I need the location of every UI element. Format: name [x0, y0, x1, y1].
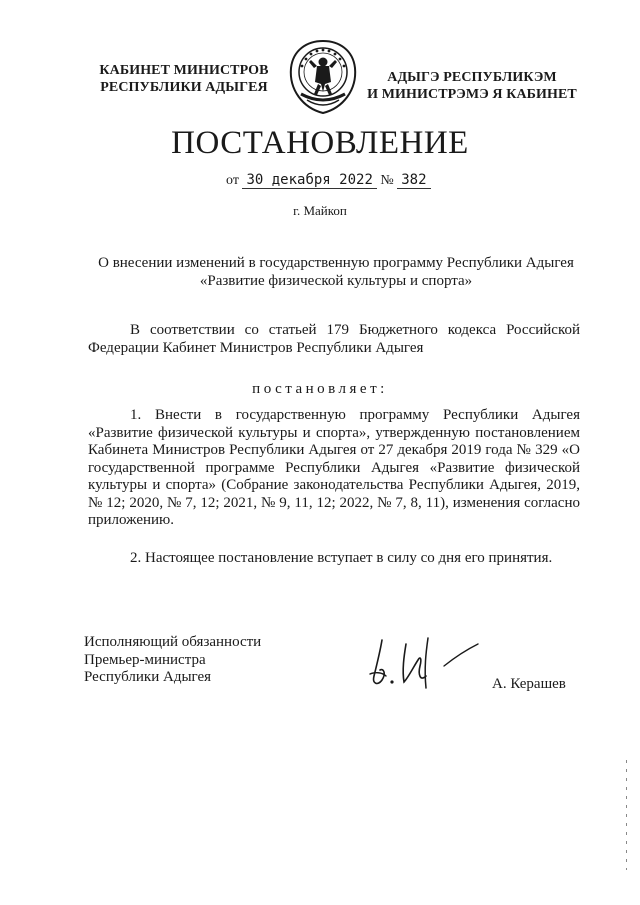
number-label: №: [380, 173, 394, 188]
issuer-line-2: РЕСПУБЛИКИ АДЫГЕЯ: [100, 80, 268, 95]
issuer-adyghe-line-1: АДЫГЭ РЕСПУБЛИКЭМ: [387, 70, 557, 85]
signatory-position: [84, 634, 261, 687]
issuer-name-adyghe: [367, 69, 577, 103]
city: г. Майкоп: [293, 203, 347, 218]
document-title: ПОСТАНОВЛЕНИЕ: [171, 125, 469, 161]
date-prefix: от: [226, 173, 239, 188]
resolves-word: постановляет:: [252, 381, 388, 397]
signatory-name: А. Керашев: [492, 676, 566, 692]
subject-line-1: О внесении изменений в государственную программу Республики Адыгея: [98, 255, 574, 271]
scan-edge-mark: [625, 760, 628, 870]
item-1-paragraph: 1. Внести в государственную программу Республики Адыгея «Развитие физической культуры и спорта», утвержденную постановлением Кабинета Министров Республики Адыгея от 27 декабря 2019 года № 329 «О государственной программе Республики Адыгея «Развитие физической культуры и спорта» (Собрание законодательства Республики Адыгея, 2019, № 12; 2020, № 7, 12; 2021, № 9, 11, 12; 2022, № 7, 8, 11), изменения согласно приложению.: [88, 407, 580, 528]
document-date: 30 декабря 2022: [242, 172, 376, 189]
position-line-1: Исполняющий обязанности: [84, 634, 262, 650]
subject-line-2: «Развитие физической культуры и спорта»: [199, 273, 473, 289]
issuer-name-russian: [98, 62, 270, 96]
position-line-2: Премьер-министра: [84, 651, 206, 668]
issuer-line-1: КАБИНЕТ МИНИСТРОВ: [99, 63, 269, 78]
issuer-adyghe-line-2: И МИНИСТРЭМЭ Я КАБИНЕТ: [367, 87, 577, 102]
date-number-line: [226, 172, 431, 189]
basis-paragraph: В соответствии со статьей 179 Бюджетного кодекса Российской Федерации Кабинет Министров Республики Адыгея: [88, 322, 580, 356]
handwritten-signature: [362, 632, 482, 692]
item-2-paragraph: 2. Настоящее постановление вступает в силу со дня его принятия.: [130, 550, 553, 566]
position-line-3: Республики Адыгея: [84, 669, 212, 685]
document-subject: [86, 254, 586, 290]
coat-of-arms-icon: [287, 38, 359, 116]
document-number: 382: [397, 172, 430, 189]
